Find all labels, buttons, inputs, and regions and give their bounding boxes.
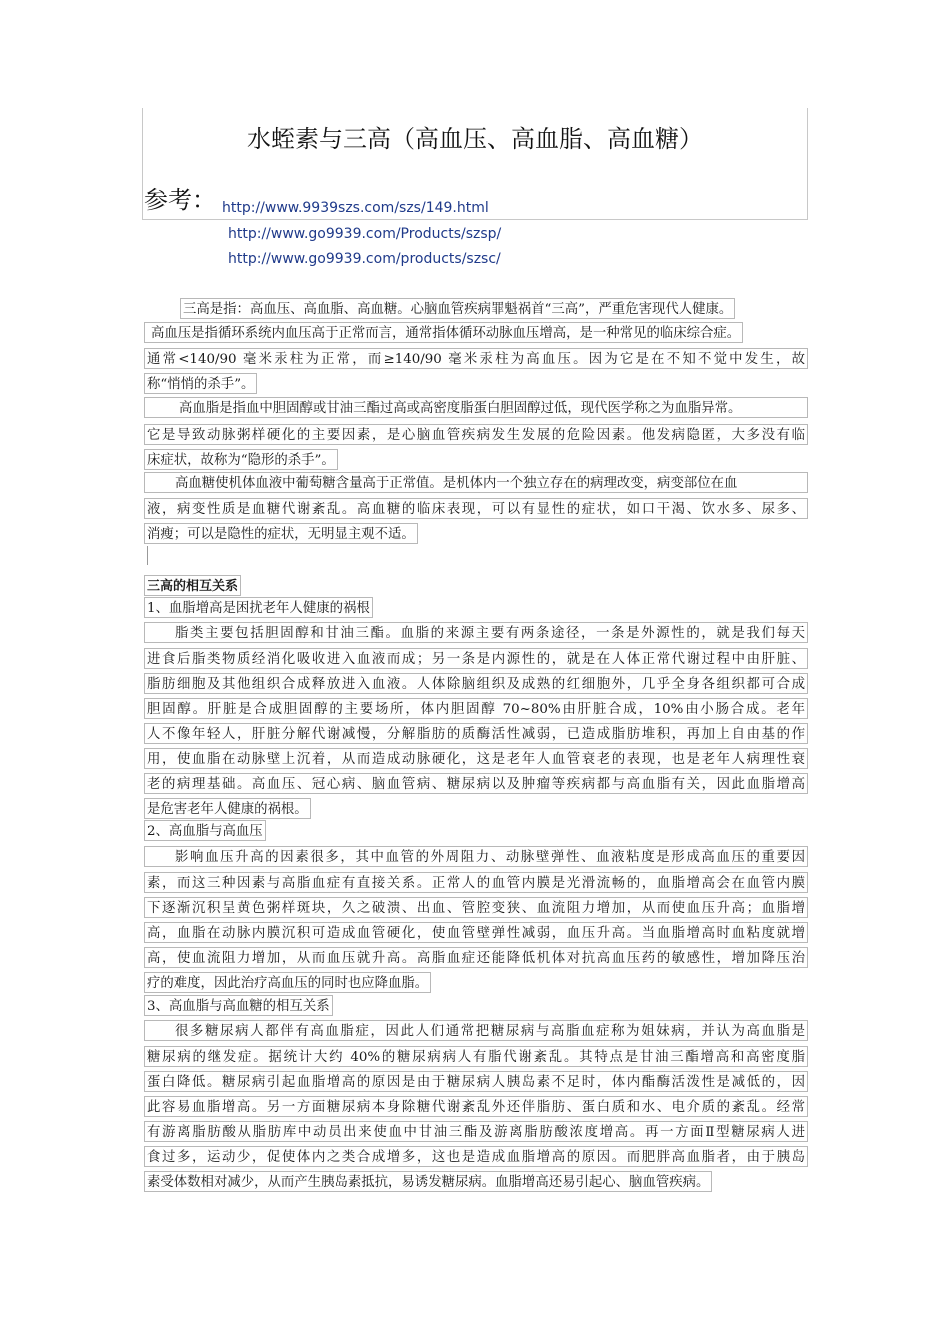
paragraph-line: 三高是指：高血压、高血脂、高血糖。心脑血管疾病罪魁祸首“三高”，严重危害现代人健康。 bbox=[180, 298, 735, 319]
paragraph-line: 通常<140/90 毫米汞柱为正常，而≥140/90 毫米汞柱为高血压。因为它是在不知不觉中发生，故 bbox=[144, 348, 808, 369]
paragraph-line: 素受体数相对减少，从而产生胰岛素抵抗，易诱发糖尿病。血脂增高还易引起心、脑血管疾病。 bbox=[144, 1171, 712, 1192]
document-title: 水蛭素与三高（高血压、高血脂、高血糖） bbox=[247, 125, 703, 153]
paragraph-line: 称“悄悄的杀手”。 bbox=[144, 373, 257, 394]
paragraph-line: 很多糖尿病人都伴有高血脂症，因此人们通常把糖尿病与高脂血症称为姐妹病，并认为高血脂是 bbox=[144, 1020, 808, 1041]
reference-link-3[interactable]: http://www.go9939.com/products/szsc/ bbox=[228, 251, 501, 267]
text-cursor bbox=[147, 546, 148, 565]
paragraph-line: 疗的难度，因此治疗高血压的同时也应降血脂。 bbox=[144, 972, 431, 993]
paragraph-line: 它是导致动脉粥样硬化的主要因素，是心脑血管疾病发生发展的危险因素。他发病隐匿，大多没有临 bbox=[144, 424, 808, 445]
paragraph-line: 此容易血脂增高。另一方面糖尿病本身除糖代谢紊乱外还伴脂肪、蛋白质和水、电介质的紊乱。经常 bbox=[144, 1096, 808, 1117]
paragraph-line: 有游离脂肪酸从脂肪库中动员出来使血中甘油三酯及游离脂肪酸浓度增高。再一方面Ⅱ型糖尿病人进 bbox=[144, 1121, 808, 1142]
subsection-heading: 3、高血脂与高血糖的相互关系 bbox=[144, 995, 333, 1016]
reference-link-2[interactable]: http://www.go9939.com/Products/szsp/ bbox=[228, 226, 502, 242]
paragraph-line: 影响血压升高的因素很多，其中血管的外周阻力、动脉壁弹性、血液粘度是形成高血压的重要因 bbox=[144, 846, 808, 867]
paragraph-line: 用，使血脂在动脉壁上沉着，从而造成动脉硬化，这是老年人血管衰老的表现，也是老年人病理性衰 bbox=[144, 748, 808, 769]
paragraph-line: 是危害老年人健康的祸根。 bbox=[144, 798, 311, 819]
subsection-heading: 1、血脂增高是困扰老年人健康的祸根 bbox=[144, 597, 373, 618]
paragraph-line: 进食后脂类物质经消化吸收进入血液而成；另一条是内源性的，就是在人体正常代谢过程中由肝脏、 bbox=[144, 648, 808, 669]
reference-label: 参考： bbox=[144, 186, 216, 214]
paragraph-line: 高，血脂在动脉内膜沉积可造成血管硬化，使血管壁弹性减弱，血压升高。当血脂增高时血粘度就增 bbox=[144, 922, 808, 943]
reference-link-1[interactable]: http://www.9939szs.com/szs/149.html bbox=[222, 200, 489, 216]
paragraph-line: 高血脂是指血中胆固醇或甘油三酯过高或高密度脂蛋白胆固醇过低，现代医学称之为血脂异常。 bbox=[144, 397, 808, 418]
paragraph-line: 消瘦；可以是隐性的症状，无明显主观不适。 bbox=[144, 523, 418, 544]
paragraph-line: 胆固醇。肝脏是合成胆固醇的主要场所，体内胆固醇 70~80%由肝脏合成，10%由小肠合成。老年 bbox=[144, 698, 808, 719]
paragraph-line: 食过多，运动少，促使体内之类合成增多，这也是造成血脂增高的原因。而肥胖高血脂者，由于胰岛 bbox=[144, 1146, 808, 1167]
paragraph-line: 糖尿病的继发症。据统计大约 40%的糖尿病病人有脂代谢紊乱。其特点是甘油三酯增高和高密度脂 bbox=[144, 1046, 808, 1067]
paragraph-line: 液，病变性质是血糖代谢紊乱。高血糖的临床表现，可以有显性的症状，如口干渴、饮水多、尿多、 bbox=[144, 498, 808, 519]
paragraph-line: 床症状，故称为“隐形的杀手”。 bbox=[144, 449, 338, 470]
section-heading: 三高的相互关系 bbox=[144, 575, 241, 596]
subsection-heading: 2、高血脂与高血压 bbox=[144, 820, 266, 841]
paragraph-line: 蛋白降低。糖尿病引起血脂增高的原因是由于糖尿病人胰岛素不足时，体内酯酶活泼性是减低的，因 bbox=[144, 1071, 808, 1092]
paragraph-line: 脂肪细胞及其他组织合成释放进入血液。人体除脑组织及成熟的红细胞外，几乎全身各组织都可合成 bbox=[144, 673, 808, 694]
paragraph-line: 高血糖使机体血液中葡萄糖含量高于正常值。是机体内一个独立存在的病理改变，病变部位在血 bbox=[144, 472, 808, 493]
paragraph-line: 高，使血流阻力增加，从而血压就升高。高脂血症还能降低机体对抗高血压药的敏感性，增加降压治 bbox=[144, 947, 808, 968]
paragraph-line: 素，而这三种因素与高脂血症有直接关系。正常人的血管内膜是光滑流畅的，血脂增高会在血管内膜 bbox=[144, 872, 808, 893]
paragraph-line: 高血压是指循环系统内血压高于正常而言，通常指体循环动脉血压增高，是一种常见的临床综合症。 bbox=[144, 322, 743, 343]
paragraph-line: 脂类主要包括胆固醇和甘油三酯。血脂的来源主要有两条途径，一条是外源性的，就是我们每天 bbox=[144, 622, 808, 643]
paragraph-line: 下逐渐沉积呈黄色粥样斑块，久之破溃、出血、管腔变狭、血流阻力增加，从而使血压升高；血脂增 bbox=[144, 897, 808, 918]
paragraph-line: 人不像年轻人，肝脏分解代谢减慢，分解脂肪的质酶活性减弱，已造成脂肪堆积，再加上自由基的作 bbox=[144, 723, 808, 744]
paragraph-line: 老的病理基础。高血压、冠心病、脑血管病、糖尿病以及肿瘤等疾病都与高血脂有关，因此血脂增高 bbox=[144, 773, 808, 794]
